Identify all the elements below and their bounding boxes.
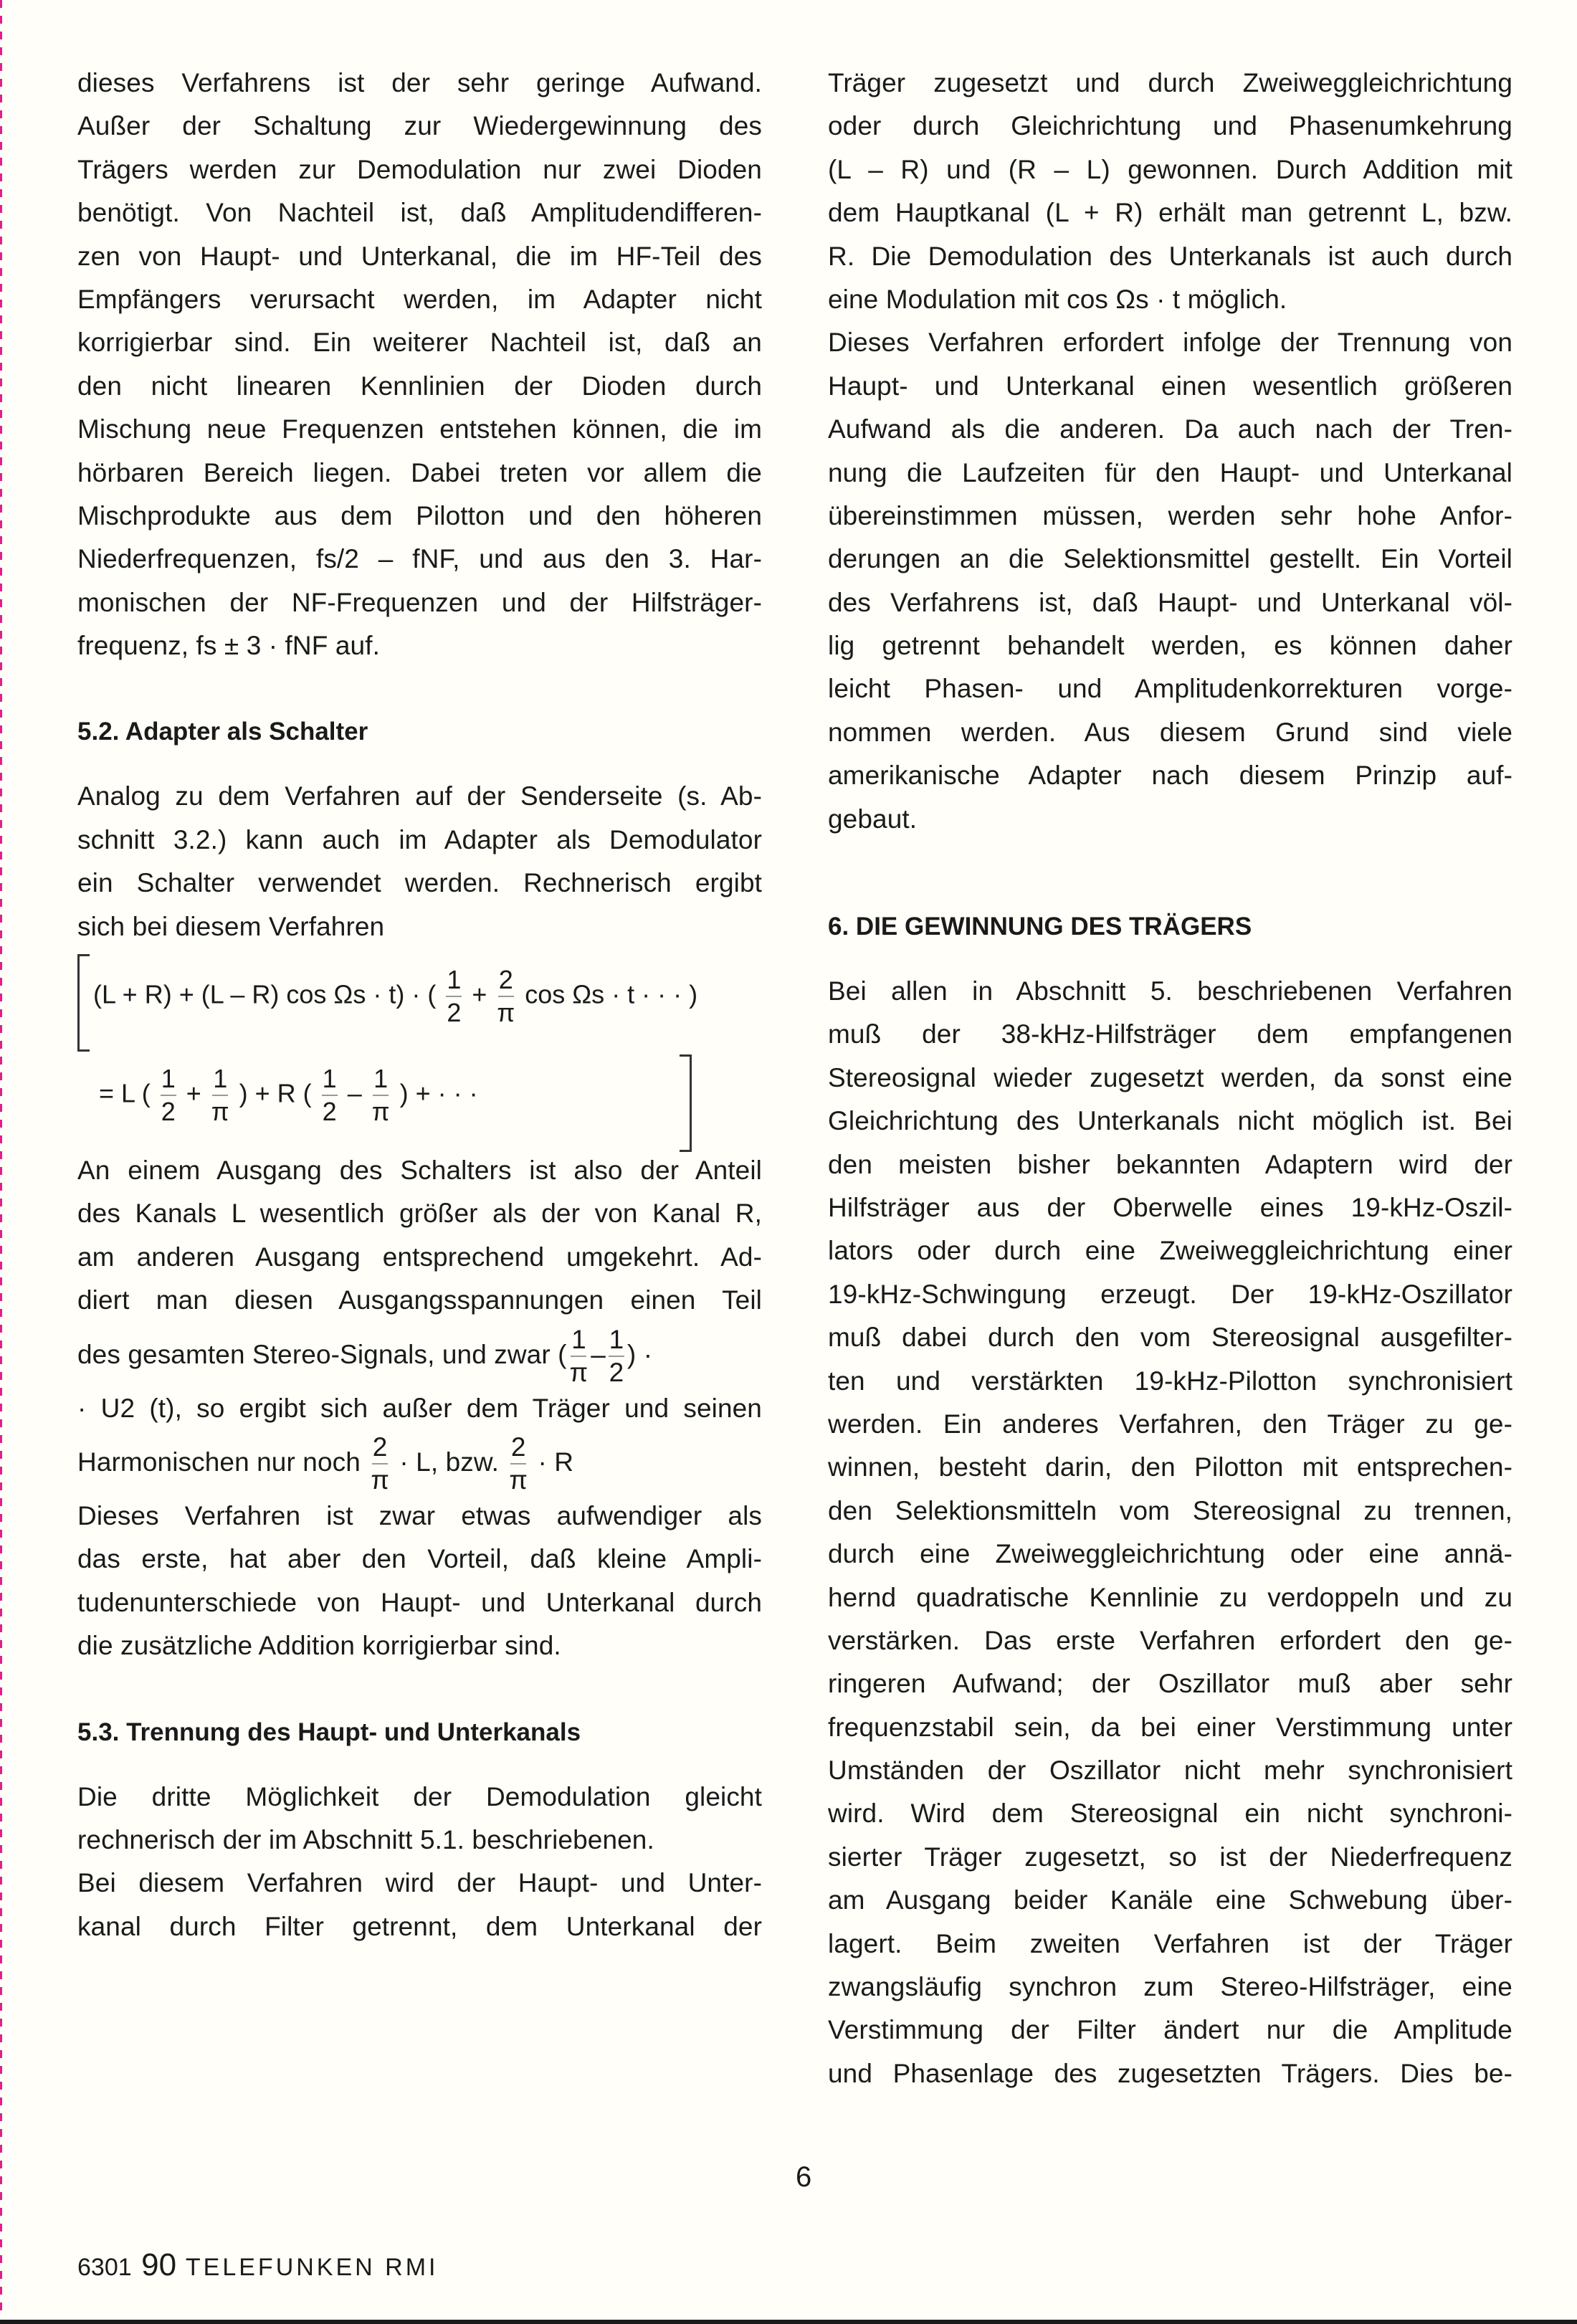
text-line: verstärken. Das erste Verfahren erfordert den ge- (828, 1625, 1512, 1655)
footer-code-small: 6301 (77, 2254, 132, 2281)
continuation-paragraph (828, 62, 1512, 841)
section-5-2-after-paragraph (77, 1149, 762, 1668)
text-line: wird. Wird dem Stereosignal ein nicht synchroni- (828, 1799, 1512, 1829)
text-line: Die dritte Möglichkeit der Demodulation gleicht (77, 1781, 762, 1811)
text-line: Bei diesem Verfahren wird der Haupt- und Unter- (77, 1868, 762, 1898)
fraction: $\frac{1}{\pi}$ (371, 1064, 390, 1127)
left-column (77, 62, 762, 1948)
text-line: R. Die Demodulation des Unterkanals ist auch durch (828, 241, 1512, 271)
text-line: zen von Haupt- und Unterkanal, die im HF-Teil des (77, 241, 762, 271)
text-line: die zusätzliche Addition korrigierbar sind. (77, 1631, 561, 1661)
text-line: rechnerisch der im Abschnitt 5.1. beschriebenen. (77, 1824, 654, 1854)
text-line: Niederfrequenzen, fs/2 – fNF, und aus den 3. Har- (77, 544, 762, 574)
text-line: amerikanische Adapter nach diesem Prinzip auf- (828, 761, 1512, 791)
bottom-edge-rule (0, 2320, 1577, 2324)
text-line: des Verfahrens ist, daß Haupt- und Unterkanal völ- (828, 587, 1512, 617)
footer-brand: TELEFUNKEN RMI (185, 2254, 439, 2281)
text-line: hernd quadratische Kennlinie zu verdoppeln und zu (828, 1582, 1512, 1612)
section-heading-5-3: 5.3. Trennung des Haupt- und Unterkanals (77, 1718, 581, 1746)
text-line: Mischprodukte aus dem Pilotton und den höheren (77, 500, 762, 530)
text-line: Trägers werden zur Demodulation nur zwei Dioden (77, 154, 762, 184)
section-heading-6: 6. DIE GEWINNUNG DES TRÄGERS (828, 913, 1252, 941)
text-line: nommen werden. Aus diesem Grund sind viele (828, 717, 1512, 747)
text-line: lators oder durch eine Zweiweggleichrichtung einer (828, 1236, 1512, 1266)
text-line: Aufwand als die anderen. Da auch nach der Tren- (828, 414, 1512, 444)
text-line: kanal durch Filter getrennt, dem Unterkanal der (77, 1911, 762, 1941)
footer-code-big: 90 (141, 2247, 177, 2282)
text-line: Stereosignal wieder zugesetzt werden, da sonst eine (828, 1062, 1512, 1092)
text-line: den nicht linearen Kennlinien der Dioden durch (77, 371, 762, 401)
text-line: sierter Träger zugesetzt, so ist der Niederfrequenz (828, 1842, 1512, 1872)
text-line: muß dabei durch den vom Stereosignal ausgefilter- (828, 1323, 1512, 1353)
text-line: gebaut. (828, 804, 918, 834)
switch-formula (77, 948, 762, 1149)
text-line: Gleichrichtung des Unterkanals nicht möglich ist. Bei (828, 1106, 1512, 1136)
fraction: $\frac{1}{\pi}$ (211, 1064, 229, 1127)
fraction: $\frac{1}{2}$ (161, 1064, 176, 1127)
scan-edge-marks (0, 0, 2, 2315)
text-line: hörbaren Bereich liegen. Dabei treten vor allem die (77, 457, 762, 487)
text-line: Dieses Verfahren ist zwar etwas aufwendiger als (77, 1500, 762, 1530)
text-line: sich bei diesem Verfahren (77, 911, 385, 941)
text-line: Träger zugesetzt und durch Zweiweggleichrichtung (828, 68, 1512, 97)
text-line: lig getrennt behandelt werden, es können daher (828, 631, 1512, 661)
section-heading-5-2: 5.2. Adapter als Schalter (77, 718, 368, 746)
text-line: den meisten bisher bekannten Adaptern wird der (828, 1149, 1512, 1179)
right-column (828, 62, 1512, 2095)
text-line: Bei allen in Abschnitt 5. beschriebenen Verfahren (828, 976, 1512, 1006)
text-line: am Ausgang beider Kanäle eine Schwebung über- (828, 1885, 1512, 1915)
section-6-paragraph (828, 970, 1512, 2095)
text-line: das erste, hat aber den Vorteil, daß kleine Ampli- (77, 1544, 762, 1574)
text-line: dem Hauptkanal (L + R) erhält man getrennt L, bzw. (828, 198, 1512, 228)
text-line: frequenzstabil sein, da bei einer Verstimmung unter (828, 1712, 1512, 1742)
text-line: Verstimmung der Filter ändert nur die Amplitude (828, 2015, 1512, 2045)
right-bracket (680, 1054, 692, 1152)
text-line: oder durch Gleichrichtung und Phasenumkehrung (828, 111, 1512, 141)
text-line: · U2 (t), so ergibt sich außer dem Träger und seinen (77, 1393, 762, 1423)
text-line: ringeren Aufwand; der Oszillator muß aber sehr (828, 1669, 1512, 1699)
section-5-3-paragraph (77, 1776, 762, 1949)
text-line: frequenz, fs ± 3 · fNF auf. (77, 631, 380, 661)
intro-paragraph (77, 62, 762, 667)
text-line: tudenunterschiede von Haupt- und Unterkanal durch (77, 1587, 762, 1617)
text-line: 19-kHz-Schwingung erzeugt. Der 19-kHz-Oszillator (828, 1279, 1512, 1309)
text-line: winnen, besteht darin, den Pilotton mit entsprechen- (828, 1452, 1512, 1482)
text-line: dieses Verfahrens ist der sehr geringe Aufwand. (77, 68, 762, 97)
text-line: ten und verstärkten 19-kHz-Pilotton synchronisiert (828, 1366, 1512, 1396)
text-line: Empfängers verursacht werden, im Adapter nicht (77, 284, 762, 314)
text-line: Analog zu dem Verfahren auf der Senderseite (s. Ab- (77, 781, 762, 811)
text-line: Umständen der Oszillator nicht mehr synchronisiert (828, 1756, 1512, 1786)
text-line: am anderen Ausgang entsprechend umgekehrt. Ad- (77, 1242, 762, 1272)
text-line: den Selektionsmitteln vom Stereosignal zu trennen, (828, 1495, 1512, 1525)
text-line: muß der 38-kHz-Hilfsträger dem empfangenen (828, 1019, 1512, 1049)
fraction: $\frac{2}{\pi}$ (497, 965, 515, 1028)
text-line: lagert. Beim zweiten Verfahren ist der Träger (828, 1928, 1512, 1958)
text-line: Dieses Verfahren erfordert infolge der Trennung von (828, 328, 1512, 358)
formula-row-1: (L + R) + (L – R) cos Ωs · t) · ( $\frac{1}{2}$ + $\frac{2}{\pi}$ cos Ωs · t · · · ) (93, 965, 698, 1028)
text-line: (L – R) und (R – L) gewonnen. Durch Addition mit (828, 154, 1512, 184)
text-line: zwangsläufig synchron zum Stereo-Hilfsträger, eine (828, 1972, 1512, 2002)
left-bracket (77, 954, 90, 1052)
text-line-with-fraction: Harmonischen nur noch $\frac{2}{\pi}$ · L, bzw. $\frac{2}{\pi}$ · R (77, 1432, 574, 1495)
text-line: An einem Ausgang des Schalters ist also der Anteil (77, 1156, 762, 1186)
text-line: Haupt- und Unterkanal einen wesentlich größeren (828, 371, 1512, 401)
text-line: derungen an die Selektionsmittel gestellt. Ein Vorteil (828, 544, 1512, 574)
text-line: schnitt 3.2.) kann auch im Adapter als Demodulator (77, 824, 762, 854)
text-line: Mischung neue Frequenzen entstehen können, die im (77, 414, 762, 444)
footer-imprint (77, 2247, 438, 2283)
text-line: benötigt. Von Nachteil ist, daß Amplitudendifferen- (77, 198, 762, 228)
text-line: Außer der Schaltung zur Wiedergewinnung des (77, 111, 762, 141)
text-line-with-fraction: des gesamten Stereo-Signals, und zwar ( $\frac{1}{\pi}$ – $\frac{1}{2}$ ) · (77, 1324, 653, 1387)
text-line: des Kanals L wesentlich größer als der von Kanal R, (77, 1199, 762, 1229)
text-line: werden. Ein anderes Verfahren, den Träger zu ge- (828, 1409, 1512, 1439)
formula-row-2: = L ( $\frac{1}{2}$ + $\frac{1}{\pi}$ ) + R ( $\frac{1}{2}$ – $\frac{1}{\pi}$ ) + · · · (99, 1064, 478, 1127)
text-line: eine Modulation mit cos Ωs · t möglich. (828, 284, 1287, 314)
text-line: leicht Phasen- und Amplitudenkorrekturen vorge- (828, 674, 1512, 704)
text-line: nung die Laufzeiten für den Haupt- und Unterkanal (828, 457, 1512, 487)
page-number: 6 (796, 2161, 812, 2193)
text-line: ein Schalter verwendet werden. Rechnerisch ergibt (77, 868, 762, 898)
text-line: diert man diesen Ausgangsspannungen einen Teil (77, 1285, 762, 1315)
fraction: $\frac{1}{2}$ (447, 965, 462, 1028)
text-line: Hilfsträger aus der Oberwelle eines 19-kHz-Oszil- (828, 1192, 1512, 1222)
text-line: durch eine Zweiweggleichrichtung oder eine annä- (828, 1539, 1512, 1569)
section-5-2-paragraph (77, 775, 762, 948)
text-line: monischen der NF-Frequenzen und der Hilfsträger- (77, 587, 762, 617)
text-line: korrigierbar sind. Ein weiterer Nachteil ist, daß an (77, 328, 762, 358)
text-line: und Phasenlage des zugesetzten Trägers. Dies be- (828, 2058, 1512, 2088)
fraction: $\frac{1}{2}$ (322, 1064, 337, 1127)
text-line: übereinstimmen müssen, werden sehr hohe Anfor- (828, 500, 1512, 530)
